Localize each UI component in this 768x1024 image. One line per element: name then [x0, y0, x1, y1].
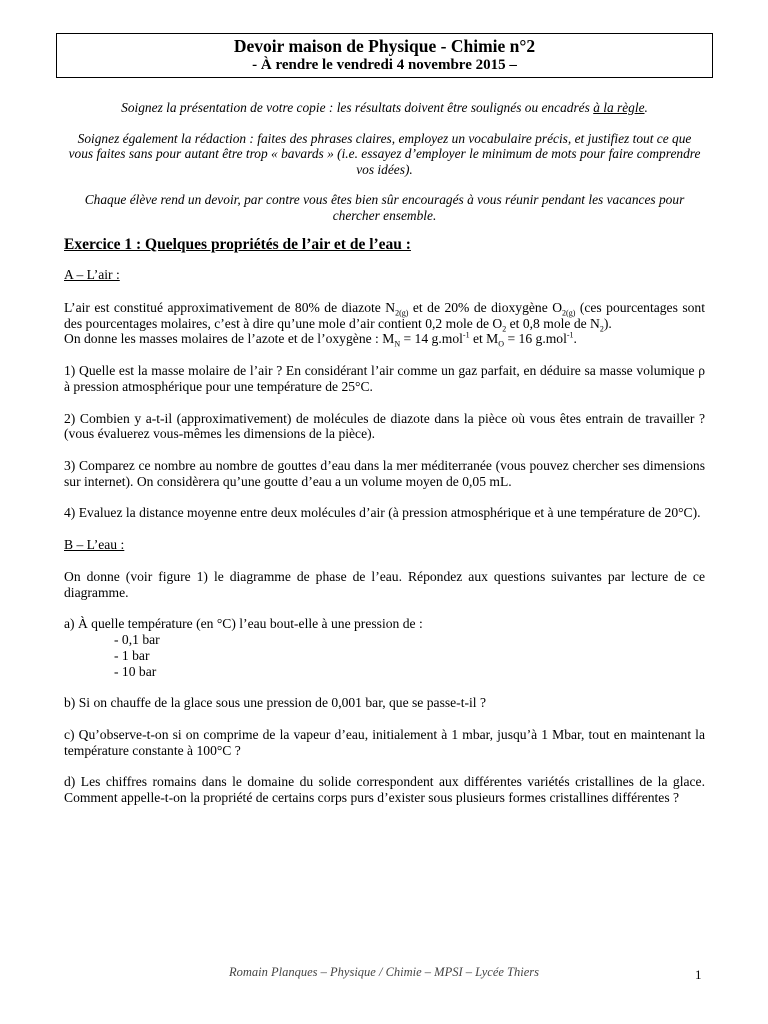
list-item: - 1 bar — [114, 647, 150, 663]
question-2: 2) Combien y a-t-il (approximativement) de molécules de diazote dans la pièce où vous êtes entrain de travailler ? (vous évaluerez vous-mêmes les dimensions de la pièce). — [64, 410, 705, 442]
underlined-regle: à la règle — [593, 100, 645, 115]
question-c: c) Qu’observe-t-on si on comprime de la vapeur d’eau, initialement à 1 mbar, jusqu’à 1 Mbar, tout en maintenant la température constante à 100°C ? — [64, 726, 705, 758]
page-footer: Romain Planques – Physique / Chimie – MPSI – Lycée Thiers — [229, 965, 539, 979]
question-1: 1) Quelle est la masse molaire de l’air ? En considérant l’air comme un gaz parfait, en déduire sa masse volumique ρ à pression atmosphérique pour une température de 25°C. — [64, 363, 705, 394]
question-d: d) Les chiffres romains dans le domaine du solide correspondent aux différentes variétés cristallines de la glace. Comment appelle-t-on la propriété de certains corps purs d’exister sous plusieurs formes cristallines différentes ? — [64, 774, 705, 806]
intro-group-work: Chaque élève rend un devoir, par contre vous êtes bien sûr encouragés à vous réunir pendant les vacances pour chercher ensemble. — [84, 192, 685, 223]
list-item: - 10 bar — [114, 663, 157, 679]
air-composition: L’air est constitué approximativement de 80% de diazote $N_{2(g)}$ et de 20% de dioxygène $O_{2(g)}$ (ces pourcentages sont des pourcentages molaires, c’est à dire qu’une mole d’air contient 0,2 mole de $O_2$ et 0,8 mole de $N_2$). — [64, 300, 705, 334]
due-date: - À rendre le vendredi 4 novembre 2015 – — [252, 57, 517, 73]
intro-redaction: Soignez également la rédaction : faites des phrases claires, employez un vocabulaire précis, et justifiez tout ce que vous faites sans pour autant être trop « bavards » (i.e. essayez d’employer le minimum de mots pour faire comprendre vos idées). — [68, 130, 701, 177]
section-b-title: B – L’eau : — [64, 537, 125, 553]
page-number: 1 — [695, 967, 702, 982]
pressure-list — [64, 632, 705, 679]
document-page — [64, 33, 705, 806]
molar-masses: On donne les masses molaires de l’azote et de l’oxygène : $M_N = 14$ g.mol$^{-1}$ et $M_O = 16$ g.mol$^{-1}$. — [64, 330, 577, 350]
exercise-title: Exercice 1 : Quelques propriétés de l’air et de l’eau : — [64, 236, 411, 253]
question-3: 3) Comparez ce nombre au nombre de gouttes d’eau dans la mer méditerranée (vous pouvez chercher ses dimensions sur internet). On considèrera qu’une goutte d’eau a un volume moyen de 0,05 mL. — [64, 457, 705, 489]
question-a: a) À quelle température (en °C) l’eau bout-elle à une pression de : — [64, 616, 423, 632]
page-title: Devoir maison de Physique - Chimie n°2 — [233, 36, 536, 56]
list-item: - 0,1 bar — [114, 632, 160, 648]
question-b: b) Si on chauffe de la glace sous une pression de 0,001 bar, que se passe-t-il ? — [64, 695, 486, 711]
section-a-title: A – L’air : — [64, 267, 120, 282]
question-4: 4) Evaluez la distance moyenne entre deux molécules d’air (à pression atmosphérique et à une température de 20°C). — [64, 505, 701, 521]
title-box — [56, 33, 713, 78]
section-b-intro: On donne (voir figure 1) le diagramme de phase de l’eau. Répondez aux questions suivantes par lecture de ce diagramme. — [64, 569, 705, 600]
intro-presentation: Soignez la présentation de votre copie : les résultats doivent être soulignés ou encadrés à la règle. — [121, 100, 648, 115]
